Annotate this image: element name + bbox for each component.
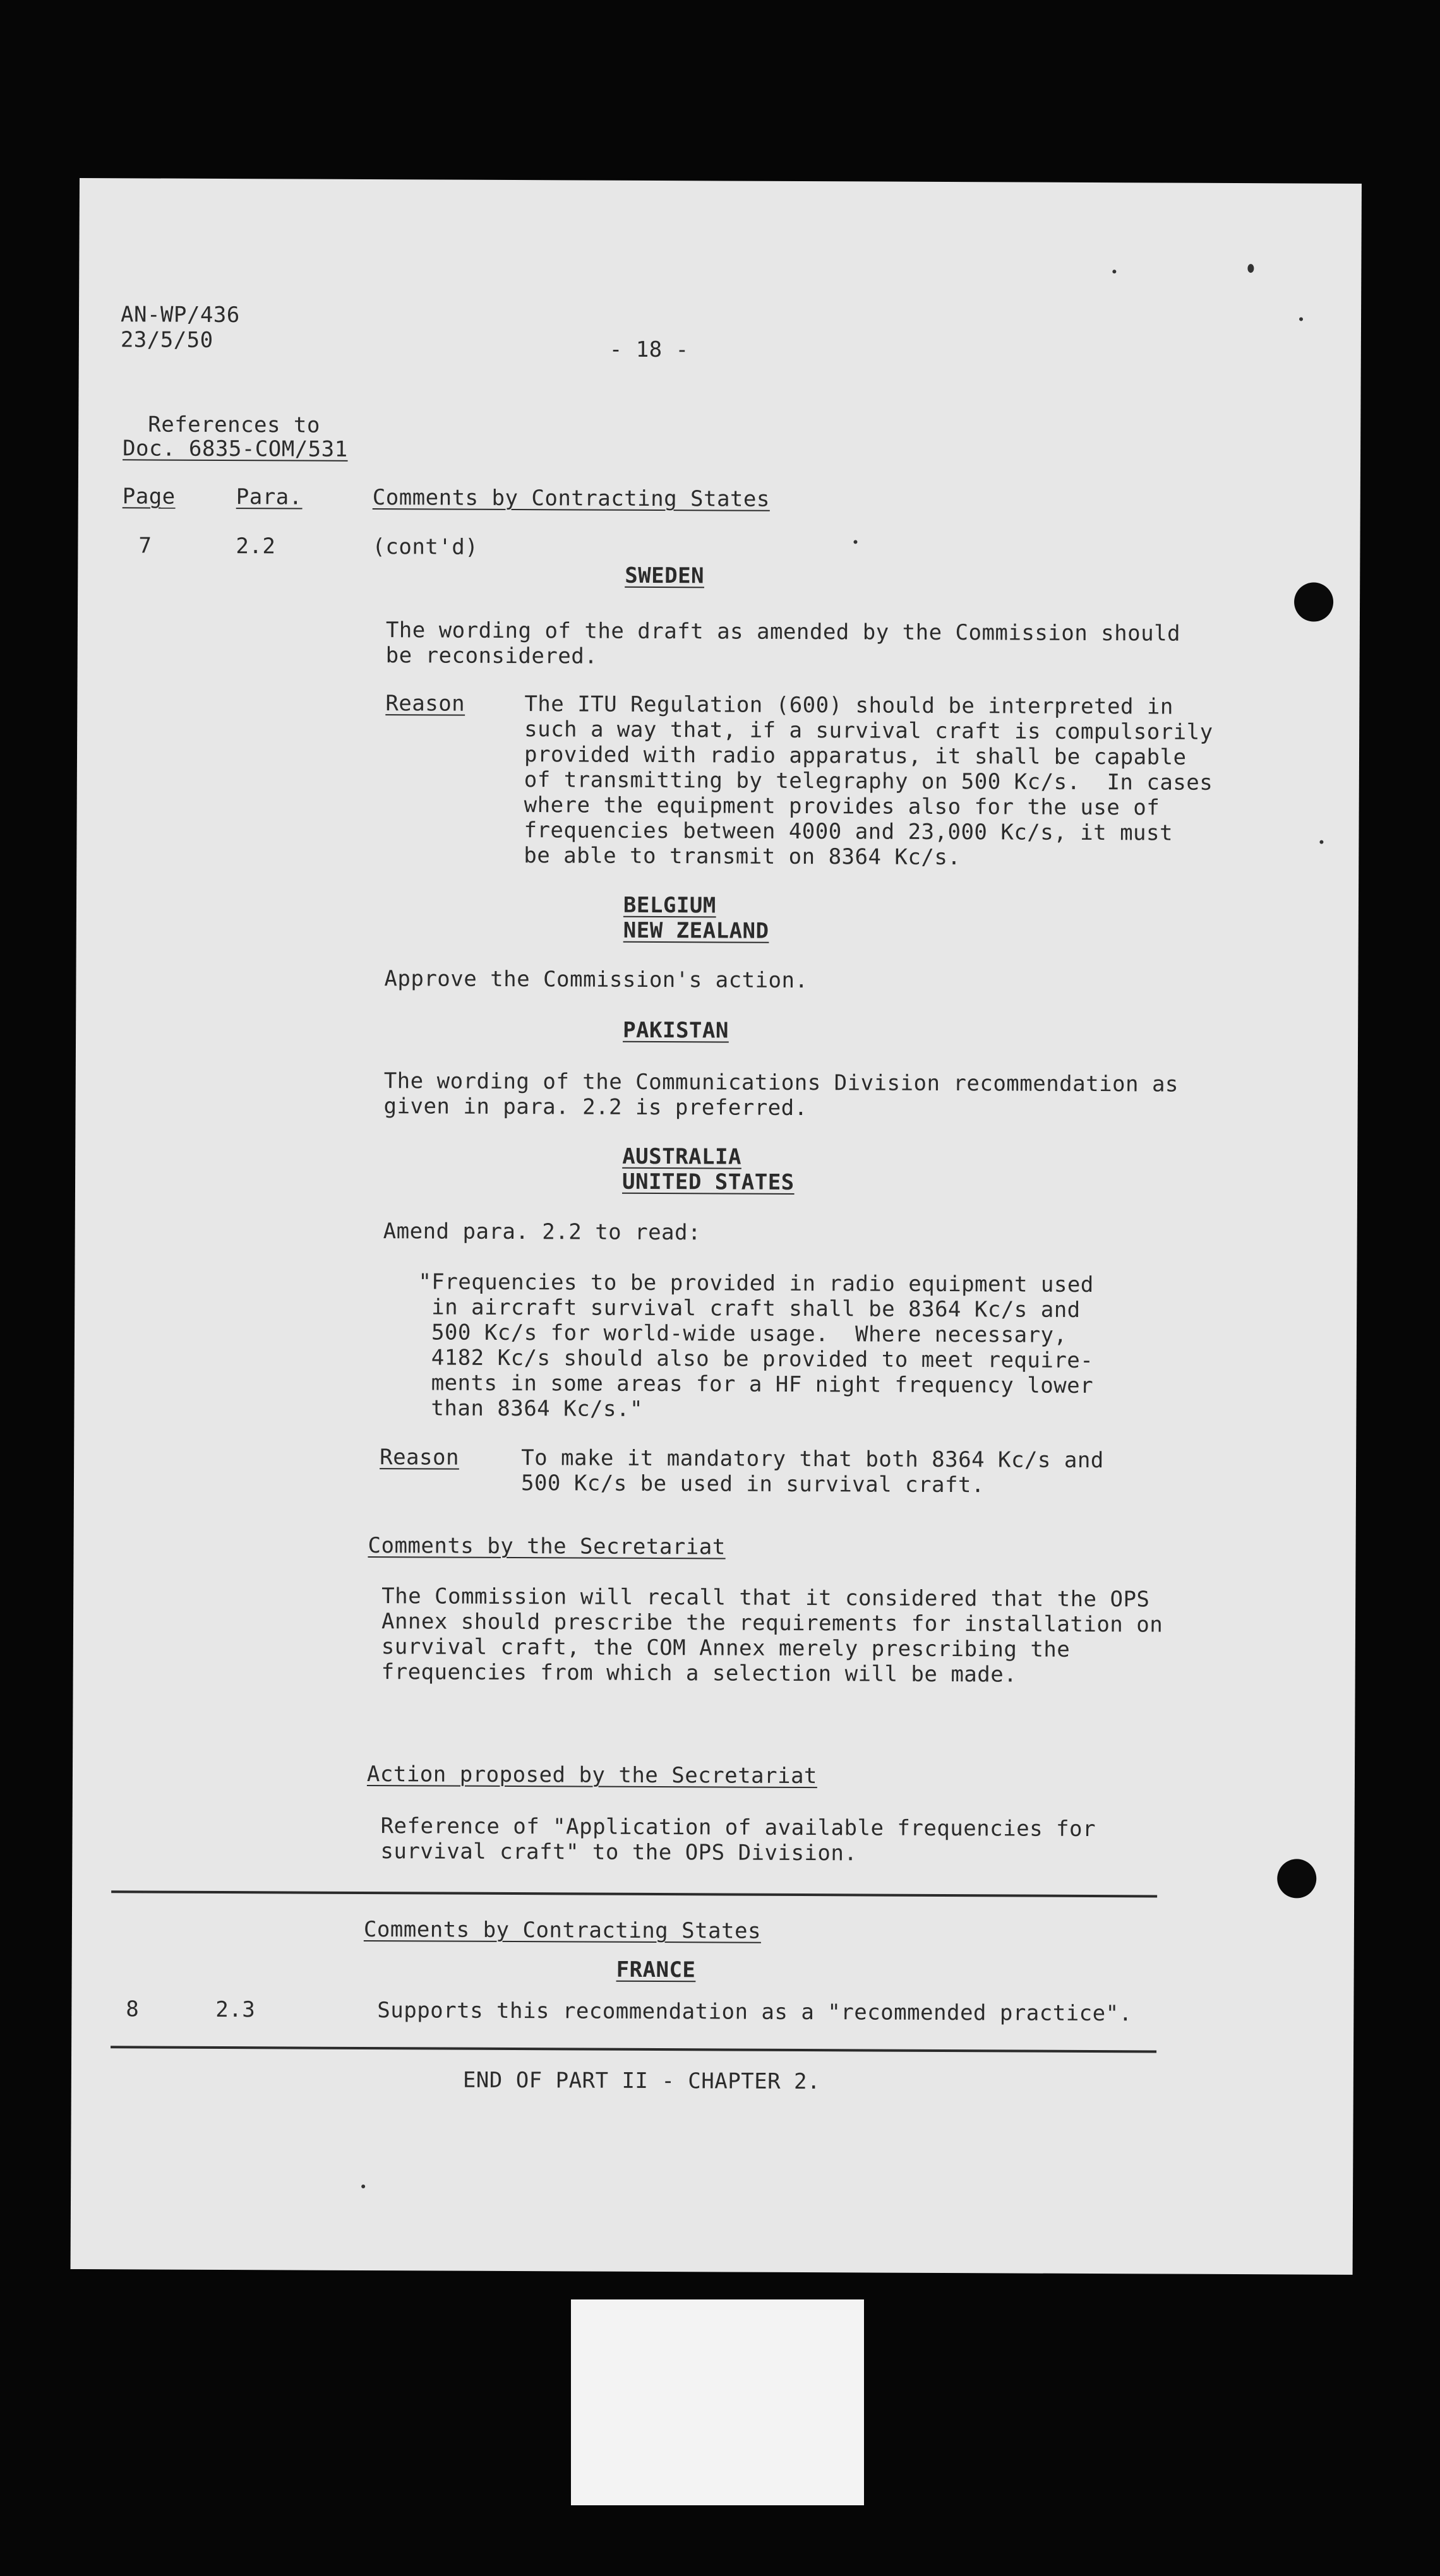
- sweden-reason-line: provided with radio apparatus, it shall be capable: [524, 742, 1187, 770]
- document-page: [71, 178, 1362, 2275]
- heading-action-proposed: Action proposed by the Secretariat: [366, 1762, 818, 1789]
- sweden-reason-line: The ITU Regulation (600) should be interpreted in: [524, 691, 1173, 720]
- sweden-text-line: The wording of the draft as amended by the Commission should: [385, 617, 1181, 647]
- sweden-reason-label: Reason: [385, 691, 465, 717]
- entry1-contd: (cont'd): [372, 534, 479, 560]
- quote-line: "Frequencies to be provided in radio equipment used: [418, 1269, 1094, 1298]
- sweden-reason-line: be able to transmit on 8364 Kc/s.: [524, 843, 961, 871]
- secretariat-text-line: frequencies from which a selection will be made.: [381, 1659, 1017, 1688]
- heading-secretariat-comments: Comments by the Secretariat: [368, 1533, 726, 1560]
- end-of-part-text: END OF PART II - CHAPTER 2.: [462, 2067, 821, 2095]
- paper-speck: [1112, 270, 1116, 273]
- sweden-reason-line: such a way that, if a survival craft is compulsorily: [524, 717, 1213, 745]
- heading-sweden: SWEDEN: [625, 563, 705, 589]
- quote-line: 500 Kc/s for world-wide usage. Where necessary,: [417, 1320, 1067, 1348]
- paper-speck: [361, 2185, 365, 2188]
- entry1-para: 2.2: [236, 534, 276, 559]
- secretariat-text-line: The Commission will recall that it considered that the OPS: [381, 1583, 1150, 1613]
- heading-france: FRANCE: [616, 1957, 696, 1983]
- paper-speck: [853, 540, 857, 544]
- punch-hole: [1294, 582, 1333, 621]
- pakistan-text-line: The wording of the Communications Division recommendation as: [383, 1068, 1179, 1097]
- sweden-reason-line: where the equipment provides also for the use of: [524, 792, 1160, 821]
- quote-line: 4182 Kc/s should also be provided to meet require-: [417, 1345, 1094, 1374]
- divider-line: [111, 2046, 1156, 2053]
- sweden-reason-line: frequencies between 4000 and 23,000 Kc/s, it must: [524, 818, 1173, 846]
- sweden-text-line: be reconsidered.: [385, 643, 598, 669]
- punch-hole: [1277, 1859, 1316, 1898]
- heading-new-zealand: NEW ZEALAND: [623, 917, 769, 944]
- heading-belgium: BELGIUM: [623, 892, 716, 919]
- column-header-comments: Comments by Contracting States: [372, 485, 770, 512]
- doc-id: AN-WP/436: [120, 302, 240, 328]
- quote-line: than 8364 Kc/s.": [417, 1395, 644, 1422]
- au-us-reason-label: Reason: [380, 1445, 460, 1470]
- references-line1: References to: [148, 412, 320, 438]
- paper-speck: [1319, 840, 1323, 844]
- sweden-reason-line: of transmitting by telegraphy on 500 Kc/s. In cases: [524, 767, 1213, 796]
- paper-speck: [1247, 264, 1254, 273]
- page-number: - 18 -: [609, 337, 689, 363]
- heading-entry2-comments: Comments by Contracting States: [363, 1916, 762, 1944]
- column-header-para: Para.: [236, 484, 303, 510]
- quote-line: in aircraft survival craft shall be 8364 Kc/s and: [418, 1294, 1081, 1323]
- calibration-card: [571, 2299, 864, 2505]
- references-doc: Doc. 6835-COM/531: [123, 436, 348, 462]
- doc-date: 23/5/50: [120, 327, 213, 353]
- entry2-para: 2.3: [215, 1996, 256, 2023]
- paper-speck: [1299, 317, 1303, 321]
- heading-pakistan: PAKISTAN: [623, 1017, 729, 1044]
- column-header-page: Page: [122, 484, 176, 510]
- secretariat-text-line: Annex should prescribe the requirements for installation on: [381, 1609, 1163, 1638]
- secretariat-text-line: survival craft, the COM Annex merely prescribing the: [381, 1634, 1071, 1662]
- heading-united-states: UNITED STATES: [621, 1169, 795, 1195]
- action-text-line: Reference of "Application of available frequencies for: [380, 1813, 1096, 1842]
- au-us-reason-line: To make it mandatory that both 8364 Kc/s and: [521, 1445, 1104, 1474]
- entry2-page: 8: [126, 1996, 140, 2022]
- amend-intro: Amend para. 2.2 to read:: [383, 1219, 702, 1246]
- pakistan-text-line: given in para. 2.2 is preferred.: [383, 1094, 808, 1121]
- heading-australia: AUSTRALIA: [622, 1143, 742, 1170]
- belgium-nz-text: Approve the Commission's action.: [384, 966, 808, 994]
- divider-line: [111, 1890, 1157, 1897]
- quote-line: ments in some areas for a HF night frequency lower: [417, 1370, 1094, 1399]
- entry1-page: 7: [138, 533, 152, 559]
- action-text-line: survival craft" to the OPS Division.: [380, 1839, 858, 1866]
- entry2-text: Supports this recommendation as a "recommended practice".: [377, 1998, 1132, 2027]
- au-us-reason-line: 500 Kc/s be used in survival craft.: [520, 1470, 985, 1498]
